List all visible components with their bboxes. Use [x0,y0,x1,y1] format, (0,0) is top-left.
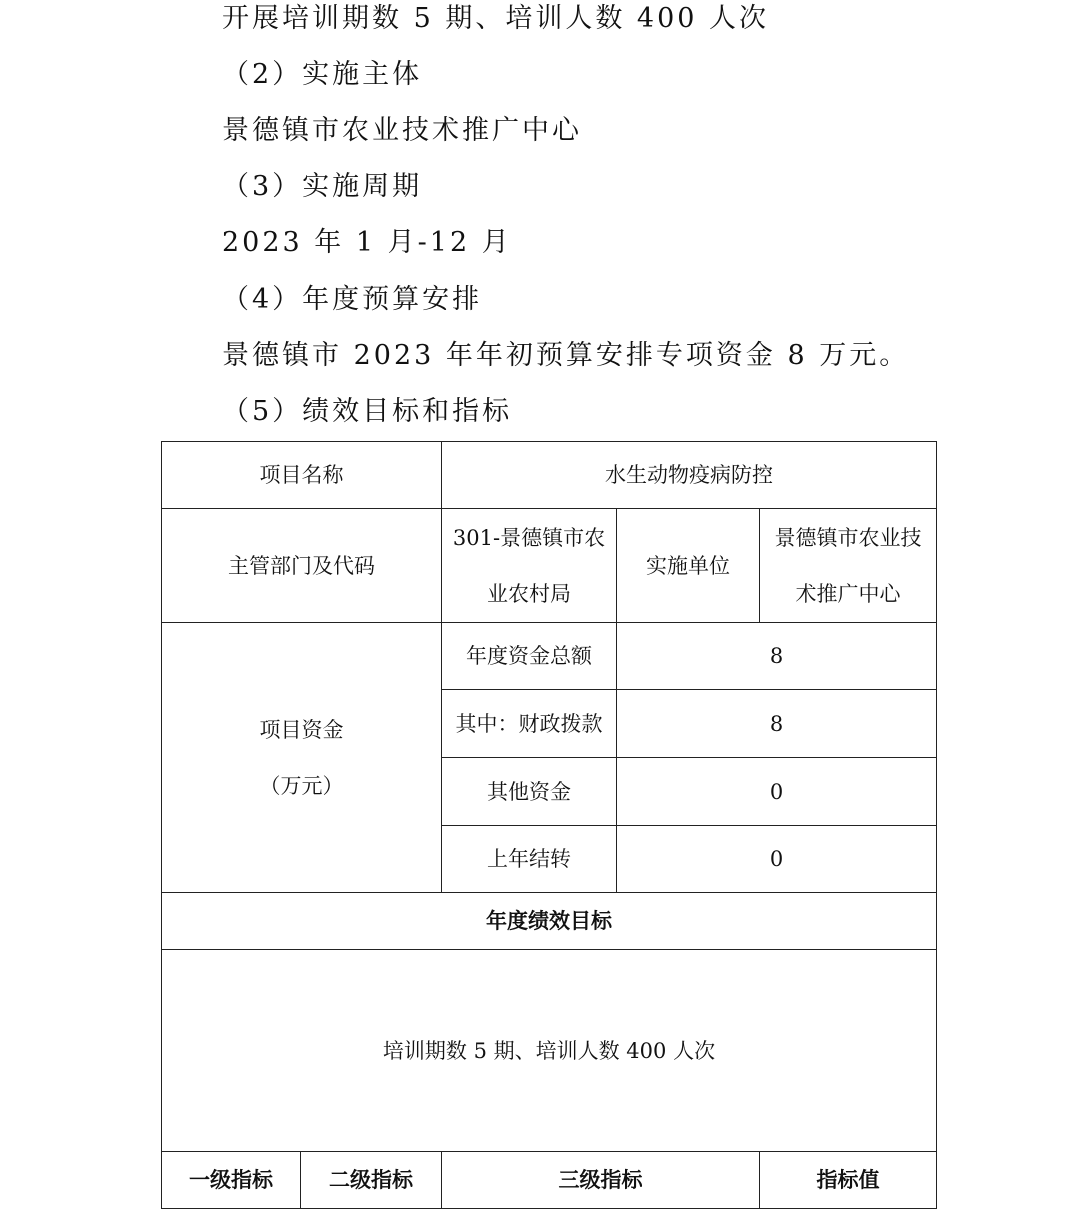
project-name-label: 项目名称 [162,442,442,509]
impl-unit-value [760,509,937,623]
funds-row-label: 其中：财政拨款 [442,690,617,758]
funds-row-value: 8 [617,690,937,758]
funds-row-value: 0 [617,826,937,893]
impl-unit-value-line2: 术推广中心 [795,581,901,606]
table-row [162,893,937,950]
section-heading-goals: （5）绩效目标和指标 [222,396,513,427]
section-heading-implementer: （2）实施主体 [222,59,423,90]
impl-unit-label: 实施单位 [617,509,760,623]
table-row [162,442,937,509]
funds-label [162,623,442,893]
paragraph-budget: 景德镇市 2023 年年初预算安排专项资金 8 万元。 [222,340,910,371]
table-row [162,1152,937,1209]
performance-goal-table [161,441,937,1209]
table-row [162,509,937,623]
section-heading-budget: （4）年度预算安排 [222,284,483,315]
funds-row-label: 上年结转 [442,826,617,893]
project-name-value: 水生动物疫病防控 [442,442,937,509]
dept-value-line1: 301-景德镇市农 [452,525,606,550]
dept-label: 主管部门及代码 [162,509,442,623]
funds-row-label: 年度资金总额 [442,623,617,690]
funds-label-line2: （万元） [259,773,344,798]
indicator-level3-header: 三级指标 [442,1152,760,1209]
funds-row-value: 8 [617,623,937,690]
indicator-value-header: 指标值 [760,1152,937,1209]
table-row [162,950,937,1152]
paragraph-implementer: 景德镇市农业技术推广中心 [222,115,582,146]
dept-value-line2: 业农村局 [487,581,571,606]
impl-unit-value-line1: 景德镇市农业技 [774,525,922,550]
section-heading-period: （3）实施周期 [222,171,423,202]
dept-value [442,509,617,623]
paragraph-training-summary: 开展培训期数 5 期、培训人数 400 人次 [222,3,770,34]
annual-goal-text: 培训期数 5 期、培训人数 400 人次 [162,950,937,1152]
funds-row-label: 其他资金 [442,758,617,826]
indicator-level2-header: 二级指标 [301,1152,442,1209]
funds-label-line1: 项目资金 [259,717,344,742]
table-row [162,623,937,690]
funds-row-value: 0 [617,758,937,826]
paragraph-period: 2023 年 1 月-12 月 [222,227,512,258]
annual-goal-header: 年度绩效目标 [162,893,937,950]
indicator-level1-header: 一级指标 [162,1152,301,1209]
